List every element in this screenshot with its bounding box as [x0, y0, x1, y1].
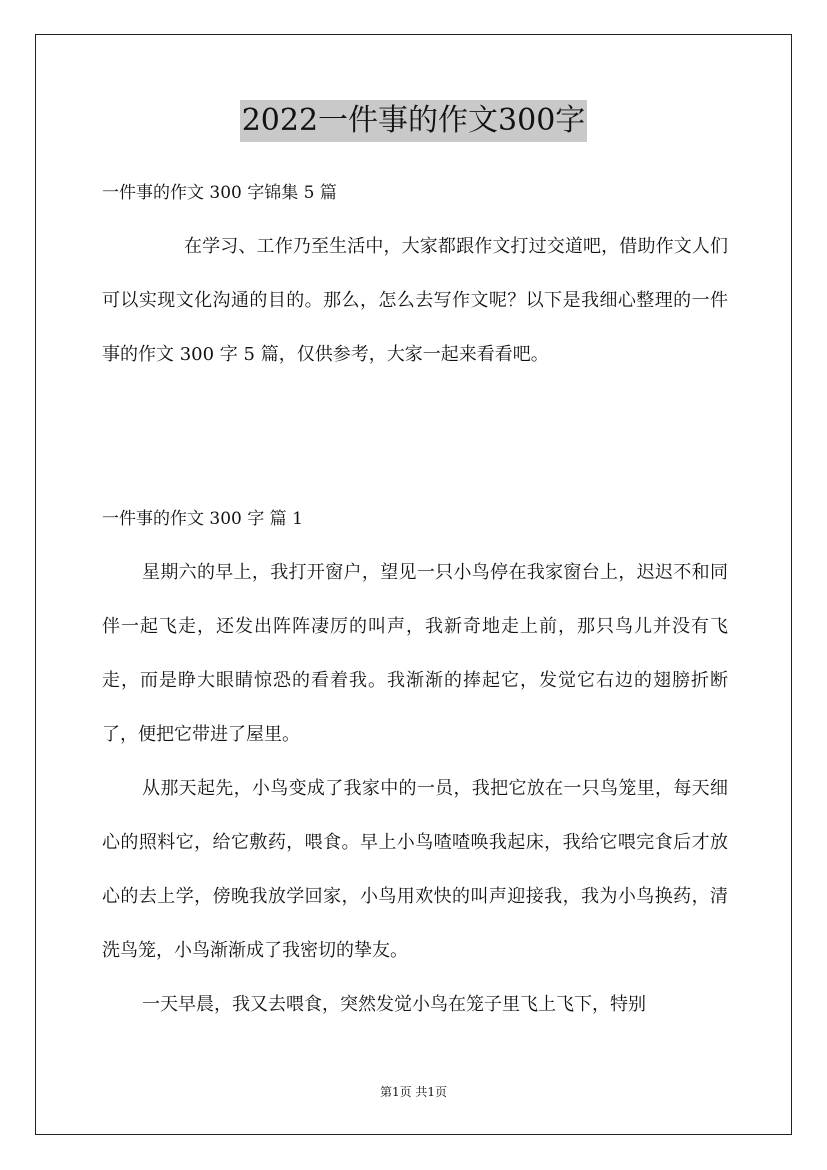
intro-paragraph: 在学习、工作乃至生活中，大家都跟作文打过交道吧，借助作文人们可以实现文化沟通的目的。那么，怎么去写作文呢？以下是我细心整理的一件事的作文 300 字 5 篇，仅供参考，大家一起来看看吧。 [102, 236, 728, 365]
document-title: 2022一件事的作文300字 [240, 100, 588, 142]
page-footer: 第1页 共1页 [379, 1085, 448, 1099]
section-heading: 一件事的作文 300 字 篇 1 [102, 509, 303, 529]
body-paragraph-3: 一天早晨，我又去喂食，突然发觉小鸟在笼子里飞上飞下，特别 [142, 994, 646, 1015]
body-paragraph-2: 从那天起先，小鸟变成了我家中的一员，我把它放在一只鸟笼里，每天细心的照料它，给它敷药，喂食。早上小鸟喳喳唤我起床，我给它喂完食后才放心的去上学，傍晚我放学回家，小鸟用欢快的叫声迎接我，我为小鸟换药，清洗鸟笼，小鸟渐渐成了我密切的挚友。 [102, 778, 728, 961]
document-subtitle: 一件事的作文 300 字锦集 5 篇 [102, 183, 337, 203]
title-container [0, 100, 827, 142]
body-paragraph-1: 星期六的早上，我打开窗户，望见一只小鸟停在我家窗台上，迟迟不和同伴一起飞走，还发出阵阵凄厉的叫声，我新奇地走上前，那只鸟儿并没有飞走，而是睁大眼睛惊恐的看着我。我渐渐的捧起它，发觉它右边的翅膀折断了，便把它带进了屋里。 [102, 562, 728, 745]
